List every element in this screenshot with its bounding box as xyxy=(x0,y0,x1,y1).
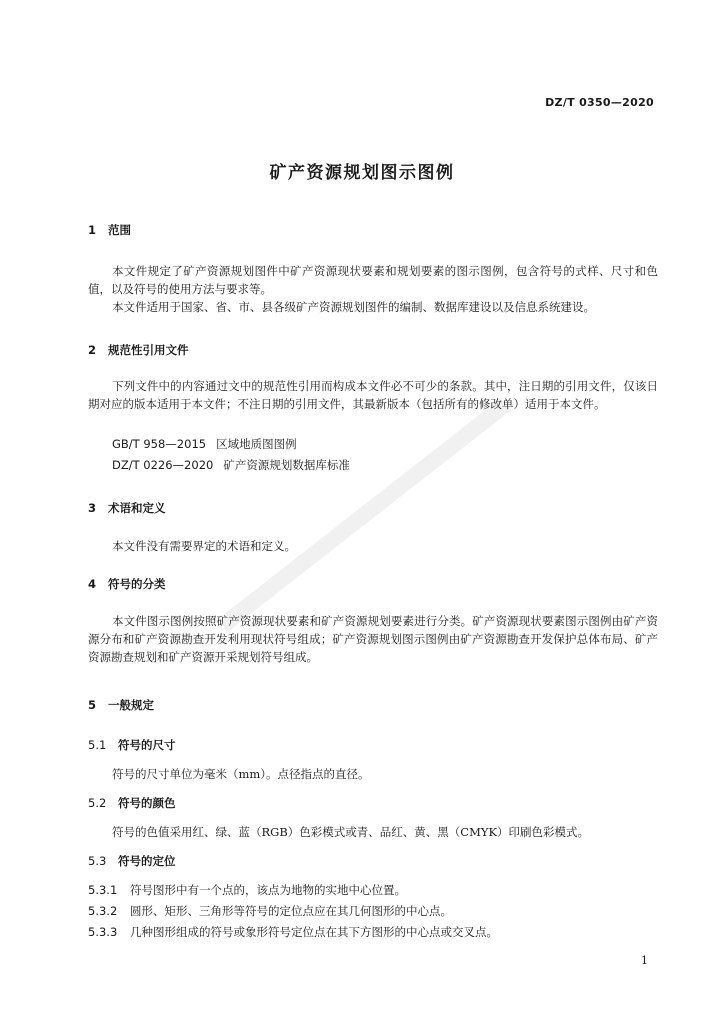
watermark-graphic xyxy=(210,388,518,641)
section-2-heading xyxy=(88,342,189,358)
section-title: 符号的分类 xyxy=(108,577,166,591)
clause-item xyxy=(88,923,498,941)
reference-code: GB/T 958—2015 xyxy=(112,437,207,451)
clause-number: 5.3.2 xyxy=(88,904,118,918)
subsection-number: 5.1 xyxy=(88,738,107,752)
section-number: 4 xyxy=(88,577,97,591)
section-title: 一般规定 xyxy=(108,698,154,712)
subsection-number: 5.2 xyxy=(88,796,107,810)
reference-item xyxy=(112,456,350,474)
clause-text: 圆形、矩形、三角形等符号的定位点应在其几何图形的中心点。 xyxy=(130,904,452,918)
subsection-title: 符号的尺寸 xyxy=(118,738,176,752)
reference-item xyxy=(112,435,297,453)
section-5-1-paragraph: 符号的尺寸单位为毫米（mm）。点径指点的直径。 xyxy=(112,767,370,781)
subsection-title: 符号的颜色 xyxy=(118,796,176,810)
section-5-1-heading xyxy=(88,737,176,753)
section-4-paragraph: 本文件图示图例按照矿产资源现状要素和矿产资源规划要素进行分类。矿产资源现状要素图示图例由矿产资源分布和矿产资源勘查开发利用现状符号组成；矿产资源规划图示图例由矿产资源勘查开发保护总体布局、矿产资源勘查规划和矿产资源开采规划符号组成。 xyxy=(88,614,658,664)
section-number: 5 xyxy=(88,698,97,712)
section-number: 3 xyxy=(88,501,97,515)
subsection-number: 5.3 xyxy=(88,854,107,868)
clause-item xyxy=(88,902,452,920)
section-3-heading xyxy=(88,500,166,516)
clause-text: 符号图形中有一个点的，该点为地物的实地中心位置。 xyxy=(130,883,406,897)
section-2-paragraph: 下列文件中的内容通过文中的规范性引用而构成本文件必不可少的条款。其中，注日期的引用文件，仅该日期对应的版本适用于本文件；不注日期的引用文件，其最新版本（包括所有的修改单）适用于本文件。 xyxy=(88,379,658,411)
section-title: 范围 xyxy=(108,223,131,237)
section-5-2-heading xyxy=(88,795,176,811)
reference-name: 矿产资源规划数据库标准 xyxy=(223,458,350,472)
section-number: 1 xyxy=(88,223,97,237)
standard-code: DZ/T 0350—2020 xyxy=(545,96,654,109)
section-number: 2 xyxy=(88,343,97,357)
clause-text: 几种图形组成的符号或象形符号定位点在其下方图形的中心点或交叉点。 xyxy=(130,925,498,939)
clause-number: 5.3.1 xyxy=(88,883,118,897)
section-3-paragraph: 本文件没有需要界定的术语和定义。 xyxy=(112,539,296,553)
section-5-heading xyxy=(88,697,154,713)
section-1-heading xyxy=(88,222,131,238)
clause-item xyxy=(88,881,406,899)
section-1-paragraph-1: 本文件规定了矿产资源规划图件中矿产资源现状要素和规划要素的图示图例，包含符号的式样、尺寸和色值，以及符号的使用方法与要求等。 xyxy=(88,264,658,296)
subsection-title: 符号的定位 xyxy=(118,854,176,868)
page-number: 1 xyxy=(641,954,648,967)
reference-code: DZ/T 0226—2020 xyxy=(112,458,214,472)
reference-name: 区域地质图图例 xyxy=(216,437,297,451)
section-5-2-paragraph: 符号的色值采用红、绿、蓝（RGB）色彩模式或青、品红、黄、黑（CMYK）印刷色彩模式。 xyxy=(112,825,590,839)
section-4-heading xyxy=(88,576,166,592)
section-title: 术语和定义 xyxy=(108,501,166,515)
clause-number: 5.3.3 xyxy=(88,925,118,939)
section-5-3-heading xyxy=(88,853,176,869)
watermark xyxy=(210,388,524,648)
document-title: 矿产资源规划图示图例 xyxy=(269,163,455,183)
section-title: 规范性引用文件 xyxy=(108,343,189,357)
section-1-paragraph-2: 本文件适用于国家、省、市、县各级矿产资源规划图件的编制、数据库建设以及信息系统建设。 xyxy=(112,300,595,314)
